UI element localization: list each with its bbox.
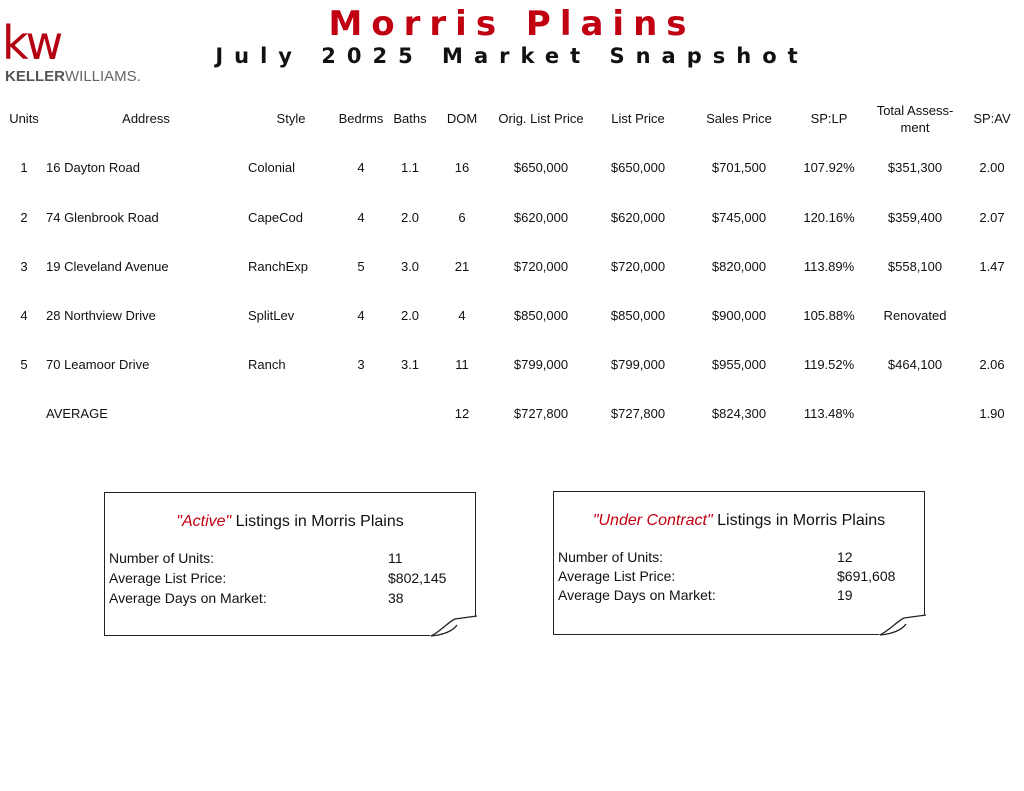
cell-orig-list-price: $850,000 bbox=[513, 308, 569, 323]
col-list-price: List Price bbox=[611, 111, 665, 126]
cell-address: 28 Northview Drive bbox=[46, 308, 156, 323]
page-title: Morris Plains bbox=[328, 4, 696, 44]
cell-dom: 16 bbox=[454, 160, 470, 175]
cell-baths: 2.0 bbox=[400, 210, 420, 225]
cell-bedrooms: 4 bbox=[357, 308, 365, 323]
cell-list-price: $799,000 bbox=[610, 357, 666, 372]
cell-unit: 3 bbox=[20, 259, 28, 274]
col-sales-price: Sales Price bbox=[706, 111, 772, 126]
contract-units-label: Number of Units: bbox=[558, 549, 664, 565]
logo-wordmark: KELLERWILLIAMS. bbox=[5, 68, 141, 85]
cell-style: SplitLev bbox=[248, 308, 295, 323]
cell-address: 70 Leamoor Drive bbox=[46, 357, 150, 372]
cell-sp-lp: 105.88% bbox=[803, 308, 855, 323]
cell-baths: 2.0 bbox=[400, 308, 420, 323]
cell-list-price: $720,000 bbox=[610, 259, 666, 274]
cell-total-assessment: $351,300 bbox=[887, 160, 943, 175]
cell-dom: 6 bbox=[458, 210, 466, 225]
contract-avg-price-value: $691,608 bbox=[837, 568, 896, 584]
cell-bedrooms: 4 bbox=[357, 210, 365, 225]
cell-orig-list-price: $650,000 bbox=[513, 160, 569, 175]
average-dom: 12 bbox=[454, 406, 470, 421]
cell-sp-av: 2.00 bbox=[979, 160, 1005, 175]
col-address: Address bbox=[122, 111, 170, 126]
cell-baths: 1.1 bbox=[400, 160, 420, 175]
cell-orig-list-price: $620,000 bbox=[513, 210, 569, 225]
cell-dom: 21 bbox=[454, 259, 470, 274]
cell-baths: 3.1 bbox=[400, 357, 420, 372]
average-sp-lp: 113.48% bbox=[803, 406, 855, 421]
cell-bedrooms: 4 bbox=[357, 160, 365, 175]
kw-logo-mark: kw bbox=[2, 16, 61, 70]
cell-total-assessment: $359,400 bbox=[887, 210, 943, 225]
cell-orig-list-price: $720,000 bbox=[513, 259, 569, 274]
cell-address: 74 Glenbrook Road bbox=[46, 210, 159, 225]
cell-sp-lp: 113.89% bbox=[803, 259, 855, 274]
col-units: Units bbox=[9, 111, 39, 126]
cell-sp-av: 2.06 bbox=[979, 357, 1005, 372]
average-orig-list: $727,800 bbox=[513, 406, 569, 421]
contract-avg-price-label: Average List Price: bbox=[558, 568, 676, 584]
cell-unit: 5 bbox=[20, 357, 28, 372]
cell-dom: 4 bbox=[458, 308, 466, 323]
cell-unit: 4 bbox=[20, 308, 28, 323]
active-box-title: "Active" Listings in Morris Plains bbox=[176, 513, 404, 530]
cell-list-price: $850,000 bbox=[610, 308, 666, 323]
cell-unit: 1 bbox=[20, 160, 28, 175]
active-avg-price-value: $802,145 bbox=[388, 570, 447, 586]
contract-avg-dom-label: Average Days on Market: bbox=[558, 587, 716, 603]
page-curl-icon bbox=[427, 615, 477, 637]
page-subtitle: July 2025 Market Snapshot bbox=[215, 44, 809, 68]
col-baths: Baths bbox=[393, 111, 427, 126]
cell-dom: 11 bbox=[455, 357, 469, 372]
active-listings-box bbox=[104, 492, 476, 636]
col-style: Style bbox=[276, 111, 306, 126]
average-label: AVERAGE bbox=[46, 406, 108, 421]
active-avg-dom-label: Average Days on Market: bbox=[109, 590, 267, 606]
active-units-value: 11 bbox=[388, 550, 403, 566]
col-orig-list-price: Orig. List Price bbox=[498, 111, 584, 126]
cell-bedrooms: 5 bbox=[357, 259, 365, 274]
cell-address: 16 Dayton Road bbox=[46, 160, 140, 175]
col-bedrooms: Bedrms bbox=[338, 111, 384, 126]
col-sp-av: SP:AV bbox=[973, 111, 1011, 126]
cell-sp-lp: 119.52% bbox=[803, 357, 855, 372]
average-sp-av: 1.90 bbox=[979, 406, 1005, 421]
cell-style: Ranch bbox=[248, 357, 286, 372]
average-list: $727,800 bbox=[610, 406, 666, 421]
cell-list-price: $620,000 bbox=[610, 210, 666, 225]
cell-total-assessment: $464,100 bbox=[887, 357, 943, 372]
col-total-assessment: Total Assess- ment bbox=[876, 103, 954, 135]
contract-box-title: "Under Contract" Listings in Morris Plains bbox=[592, 512, 886, 529]
col-sp-lp: SP:LP bbox=[810, 111, 848, 126]
page-curl-icon bbox=[876, 614, 926, 636]
contract-avg-dom-value: 19 bbox=[837, 587, 853, 603]
cell-baths: 3.0 bbox=[400, 259, 420, 274]
active-units-label: Number of Units: bbox=[109, 550, 215, 566]
active-avg-dom-value: 38 bbox=[388, 590, 404, 606]
col-dom: DOM bbox=[446, 111, 478, 126]
cell-sales-price: $701,500 bbox=[711, 160, 767, 175]
under-contract-box bbox=[553, 491, 925, 635]
cell-sp-av: 2.07 bbox=[979, 210, 1005, 225]
cell-sales-price: $820,000 bbox=[711, 259, 767, 274]
contract-units-value: 12 bbox=[837, 549, 853, 565]
cell-sales-price: $955,000 bbox=[711, 357, 767, 372]
cell-list-price: $650,000 bbox=[610, 160, 666, 175]
cell-address: 19 Cleveland Avenue bbox=[46, 259, 169, 274]
cell-style: Colonial bbox=[248, 160, 295, 175]
cell-style: RanchExp bbox=[248, 259, 308, 274]
active-avg-price-label: Average List Price: bbox=[109, 570, 227, 586]
cell-sp-av: 1.47 bbox=[979, 259, 1005, 274]
cell-style: CapeCod bbox=[248, 210, 303, 225]
cell-total-assessment: $558,100 bbox=[887, 259, 943, 274]
cell-total-assessment: Renovated bbox=[883, 308, 947, 323]
cell-orig-list-price: $799,000 bbox=[513, 357, 569, 372]
average-sales: $824,300 bbox=[711, 406, 767, 421]
cell-bedrooms: 3 bbox=[357, 357, 365, 372]
cell-sales-price: $745,000 bbox=[711, 210, 767, 225]
cell-sp-lp: 120.16% bbox=[803, 210, 855, 225]
cell-sales-price: $900,000 bbox=[711, 308, 767, 323]
cell-unit: 2 bbox=[20, 210, 28, 225]
cell-sp-lp: 107.92% bbox=[803, 160, 855, 175]
